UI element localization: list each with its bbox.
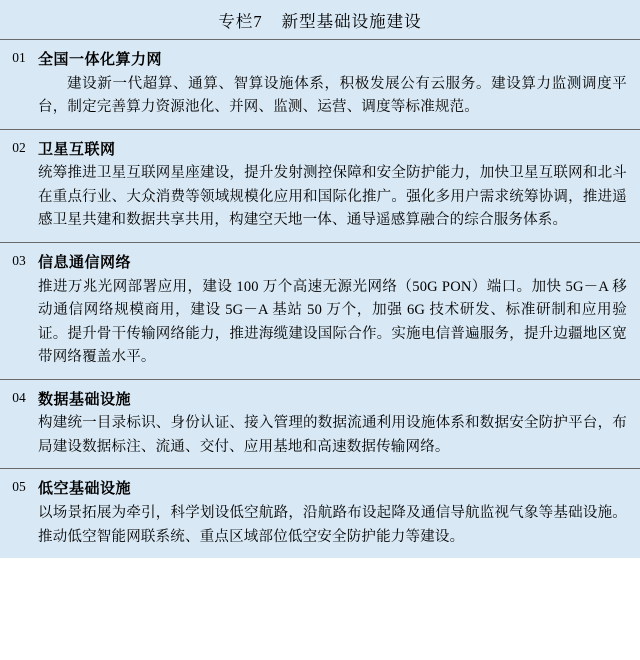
row-body: 统筹推进卫星互联网星座建设，提升发射测控保障和安全防护能力，加快卫星互联网和北斗在重点行业、大众消费等领域规模化应用和国际化推广。强化多用户需求统筹协调，推进遥感卫星共建和数据共享共用，构建空天地一体、通导遥感算融合的综合服务体系。	[38, 165, 627, 229]
box-title-number: 7	[253, 12, 264, 31]
row-title: 低空基础设施	[38, 479, 132, 498]
box-title-text: 新型基础设施建设	[281, 12, 422, 31]
row-content	[38, 40, 640, 129]
table-row	[0, 243, 640, 380]
table-row	[0, 380, 640, 470]
box-title	[0, 0, 640, 40]
row-title: 卫星互联网	[38, 139, 116, 158]
table-row	[0, 40, 640, 130]
row-body: 推进万兆光网部署应用，建设 100 万个高速无源光网络（50G PON）端口。加快 5G－A 移动通信网络规模商用，建设 5G－A 基站 50 万个，加强 6G 技术研发、标准研制和应用验证。提升骨干传输网络能力，推进海缆建设国际合作。实施电信普遍服务，提升边疆地区宽带网络覆盖水平。	[38, 278, 627, 366]
box-title-label: 专栏	[218, 12, 254, 31]
row-number: 05	[12, 479, 26, 495]
table-row	[0, 469, 640, 558]
row-title: 全国一体化算力网	[38, 50, 163, 68]
row-number: 04	[12, 389, 26, 405]
row-content	[38, 130, 640, 242]
row-title: 数据基础设施	[38, 389, 132, 408]
row-content	[38, 243, 640, 379]
row-content	[38, 469, 640, 558]
row-body: 构建统一目录标识、身份认证、接入管理的数据流通利用设施体系和数据安全防护平台，布局建设数据标注、流通、交付、应用基地和高速数据传输网络。	[38, 415, 627, 455]
row-body: 以场景拓展为牵引，科学划设低空航路，沿航路布设起降及通信导航监视气象等基础设施。推动低空智能网联系统、重点区域部位低空安全防护能力等建设。	[38, 505, 627, 545]
row-body: 建设新一代超算、通算、智算设施体系，积极发展公有云服务。建设算力监测调度平台，制定完善算力资源池化、并网、监测、运营、调度等标准规范。	[38, 75, 627, 116]
table-row	[0, 130, 640, 243]
row-number: 02	[12, 139, 26, 155]
row-number: 01	[12, 50, 26, 65]
row-number: 03	[12, 252, 26, 268]
row-title: 信息通信网络	[38, 252, 132, 271]
row-content	[38, 380, 640, 469]
